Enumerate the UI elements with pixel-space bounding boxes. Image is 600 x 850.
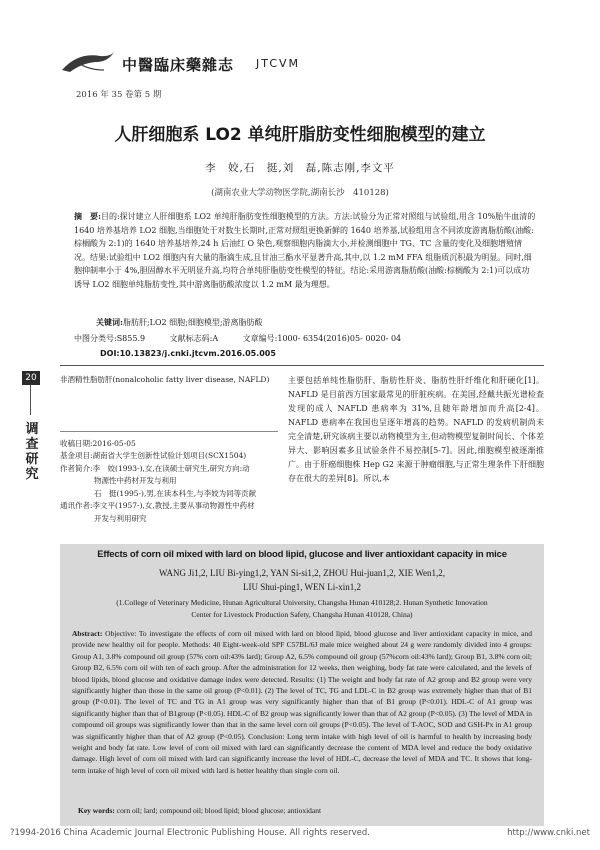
- english-abstract-box: [60, 544, 544, 826]
- english-affiliation-line: (1.College of Veterinary Medicine, Hunan Agricultural University, Changsha Hunan 410128;2. Hunan Synthetic Innovation: [116, 598, 488, 607]
- english-keywords: [78, 806, 321, 815]
- keywords-cn-text: 脂肪肝;LO2 细胞;细胞模型;游离脂肪酸: [122, 318, 263, 327]
- article-number: 文章编号:1000- 6354(2016)05- 0020- 04: [242, 334, 402, 343]
- page-number: 20: [22, 371, 40, 385]
- body-lead-text: 非酒精性脂肪肝(nonalcoholic fatty liver disease, NAFLD): [60, 375, 270, 384]
- abstract-cn-text: 目的:探讨建立人肝细胞系 LO2 单纯肝脂肪变性细胞模型的方法。方法:试验分为正常对照组与试验组,用含 10%胎牛血清的 1640 培养基培养 LO2 细胞,当细胞处于对数生长期时,正常对照组更换新鲜的 1640 培养基,试验组用含不同浓度游离脂肪酸(油酸:棕榈酸为 2:1)的 1640 培养基培养,24 h 后油红 O 染色,观察细胞内脂滴大小,并检测细胞中 TG、TC 含量的变化及细胞增殖情况。结果:试验组中 LO2 细胞内有大量的脂滴生成,且甘油三酯水平显著升高,其中,以 1.2 mM FFA 组脂质沉积最为明显。同时,细胞抑制率小于 4%,胆固醇水平无明显升高,均符合单纯肝脂肪变性模型的特征。结论:采用游离脂肪酸(油酸:棕榈酸为 2:1)可以成功诱导 LO2 细胞单纯脂肪变性,其中游离脂肪酸浓度以 1.2 mM 最为理想。: [74, 212, 536, 289]
- english-keywords-text: corn oil; lard; compound oil; blood lipid; blood glucose; antioxidant: [116, 806, 322, 815]
- doi: DOI:10.13823/j.cnki.jtcvm.2016.05.005: [100, 349, 276, 358]
- copyright-text: ?1994-2016 China Academic Journal Electronic Publishing House. All rights reserved.: [10, 828, 370, 838]
- affiliation-cn: (湖南农业大学动物医学院,湖南长沙 410128): [211, 188, 389, 198]
- article-title-cn: 人肝细胞系 LO2 单纯肝脂肪变性细胞模型的建立: [114, 125, 486, 145]
- footnotes: [60, 431, 278, 526]
- footnote-line: 基金项目:湖南省大学生创新性试验计划项目(SCX1504): [60, 451, 247, 460]
- journal-name-en: JTCVM: [256, 57, 301, 70]
- english-abstract: [72, 628, 532, 776]
- journal-masthead: [60, 44, 560, 84]
- english-authors: [60, 566, 544, 594]
- document-code: 文献标志码:A: [169, 334, 219, 343]
- crane-logo-icon: [60, 48, 116, 78]
- english-keywords-label: Key words:: [78, 806, 115, 815]
- english-title: Effects of corn oil mixed with lard on blood lipid, glucose and liver antioxidant capacity in mice: [97, 549, 507, 560]
- keywords-cn: [96, 317, 263, 328]
- classification-meta: [74, 333, 544, 344]
- clc-number: 中图分类号:S855.9: [74, 334, 146, 343]
- cnki-link[interactable]: http://www.cnki.net: [507, 828, 590, 838]
- issue-line: 2016 年 35 卷第 5 期: [76, 90, 162, 100]
- english-authors-line: LIU Shui-ping1, WEN Li-xin1,2: [242, 582, 362, 592]
- divider: [60, 365, 544, 366]
- keywords-cn-label: 关键词:: [96, 317, 123, 327]
- footnote-line: 收稿日期:2016-05-05: [60, 438, 136, 448]
- journal-name-cn: 中醫臨床藥雜志: [122, 56, 235, 74]
- footnote-line: 开发与利用研究: [94, 513, 147, 523]
- english-authors-line: WANG Ji1,2, LIU Bi-ying1,2, YAN Si-si1,2, ZHOU Hui-juan1,2, XIE Wen1,2,: [158, 568, 445, 578]
- english-affiliation: [60, 597, 544, 621]
- side-divider: [30, 385, 31, 415]
- abstract-cn: [74, 210, 536, 291]
- left-column: [60, 374, 278, 525]
- footnote-line: 作者简介:李 姣(1993-),女,在读硕士研究生,研究方向:动: [60, 463, 250, 473]
- right-column-text: 主要包括单纯性脂肪肝、脂肪性肝炎、脂肪性肝纤维化和肝硬化[1]。NAFLD 是目前西方国家最常见的肝脏疾病。在美国,经戴共振光谱检查发现的成人 NAFLD 患病率为 31%,且随年龄增加而升高[2-4]。NAFLD 患病率在我国也呈逐年增高的趋势。NAFLD 的发病机制尚未完全清楚,研究该病主要以动物模型为主,但动物模型复制时间长、个体差异大、影响因素多且试验条件不易控制[5-7]。因此,细胞模型被逐渐推广。由于肝癌细胞株 Hep G2 来源于肿瘤细胞,与正常生理条件下肝细胞存在很大的差异[8]。所以,本: [288, 376, 544, 483]
- english-affiliation-line: Center for Livestock Production Safety, Changsha Hunan 410128, China): [191, 610, 413, 619]
- footnote-line: 物源性中药材开发与利用: [94, 476, 177, 485]
- abstract-cn-label: 摘 要:: [74, 211, 101, 221]
- english-abstract-label: Abstract:: [72, 629, 103, 638]
- authors-cn: 李 姣,石 挺,刘 磊,陈志刚,李文平: [205, 162, 395, 174]
- footnote-line: 石 挺(1995-),男,在读本科生,与李姣为同等贡献: [94, 488, 257, 498]
- section-label: 调查研究: [25, 422, 39, 482]
- english-abstract-text: Objective: To investigate the effects of corn oil mixed with lard on blood lipid, blood glucose and liver antioxidant capacity in mice, and provide new healthy oil for people. Methods: 40 Eight-week-old SPF C57BL/6J male mice weighed about 24 g were randomly divided into 4 groups: Group A1, 3.8% compound oil group (57% corn oil:43% lard); Group A2, 6.5% compound oil group (57%corn oil:43% lard); Group B1, 3.8% corn oil; Group B2, 6.5% corn oil with ten of each group. After the administration for 12 weeks, then weighing, body fat rate were calculated, and the levels of blood lipids, blood glucose and oxidative damage index were detected. Results: (1) The weight and body fat rate of A2 group and B2 group were very significantly higher than those in the same oil group (P<0.01). (2) The level of TC, TG and LDL-C in B2 group was extremely higher than that of B1 group (P<0.01). The level of TC and TG in A1 group was very significantly higher than that of B1 group (P<0.01). HDL-C of A1 group was significantly higher than that of B1group (P<0.05). HDL-C of B2 group was significantly lower than that of A2 group (P<0.05). (3) The level of MDA in compound oil groups was significantly lower than that in the same level corn oil groups (P<0.05). The level of T-AOC, SOD and GSH-Px in A1 group was significantly higher than that of A2 group (P<0.05). Conclusion: Long term intake with high level of oil is harmful to health by increasing body weight and body fat rate. Low level of corn oil mixed with lard can significantly decrease the content of MDA level and reduce the body oxidative damage. High level of corn oil mixed with lard can significantly increase the level of HDL-C, decrease the level of MDA and TC. It shows that long-term intake of high level of corn oil mixed with lard is better healthy than single corn oil.: [72, 629, 532, 775]
- footnote-line: 通讯作者:李文平(1957-),女,教授,主要从事动物源性中药材: [60, 501, 255, 510]
